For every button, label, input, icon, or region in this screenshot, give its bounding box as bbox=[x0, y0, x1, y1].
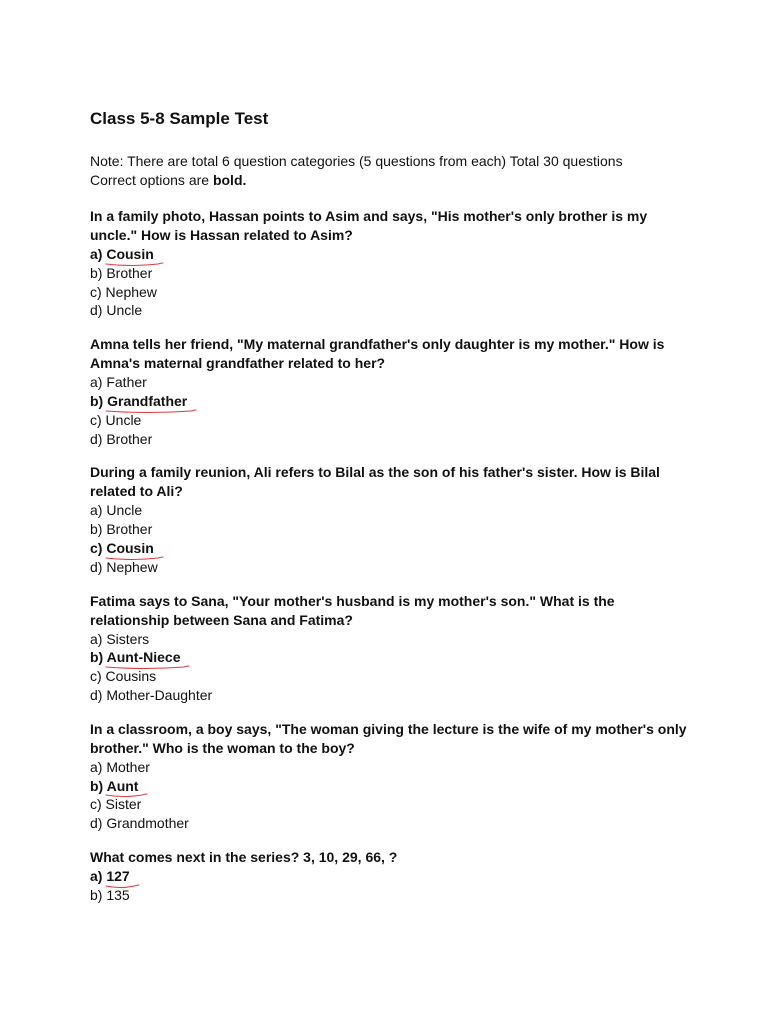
correct-option bbox=[90, 867, 690, 886]
question-text: Fatima says to Sana, "Your mother's husband is my mother's son." What is the relationship between Sana and Fatima? bbox=[90, 592, 615, 628]
answer-option bbox=[90, 667, 690, 686]
option-text: c) Uncle bbox=[90, 411, 142, 428]
correct-option bbox=[90, 539, 690, 558]
document-page bbox=[90, 108, 690, 920]
option-text: a) Cousin bbox=[90, 245, 154, 264]
option-text: d) Uncle bbox=[90, 302, 143, 319]
answer-option bbox=[90, 558, 690, 577]
option-text: d) Grandmother bbox=[90, 815, 189, 832]
correct-option bbox=[90, 777, 690, 796]
option-text: b) Grandfather bbox=[90, 392, 187, 411]
option-text: a) Uncle bbox=[90, 502, 143, 519]
note-line-1: Note: There are total 6 question categories (5 questions from each) Total 30 questions bbox=[90, 153, 623, 169]
question-item bbox=[90, 848, 690, 905]
question-item bbox=[90, 463, 690, 576]
question-text: During a family reunion, Ali refers to Bilal as the son of his father's sister. How is Bilal related to Ali? bbox=[90, 464, 660, 500]
answer-option bbox=[90, 301, 690, 320]
option-text: a) Mother bbox=[90, 758, 150, 775]
answer-option bbox=[90, 758, 690, 777]
option-text: a) Sisters bbox=[90, 630, 150, 647]
answer-option bbox=[90, 411, 690, 430]
note-line-2 bbox=[90, 171, 690, 190]
option-text: d) Mother-Daughter bbox=[90, 686, 213, 703]
correct-option bbox=[90, 648, 690, 667]
option-text: a) 127 bbox=[90, 867, 130, 886]
answer-option bbox=[90, 886, 690, 905]
answer-option bbox=[90, 501, 690, 520]
option-text: d) Brother bbox=[90, 430, 153, 447]
question-text: Amna tells her friend, "My maternal grandfather's only daughter is my mother." How is Amna's maternal grandfather related to her? bbox=[90, 336, 665, 372]
option-text: b) 135 bbox=[90, 886, 130, 903]
question-item bbox=[90, 207, 690, 320]
page-title: Class 5-8 Sample Test bbox=[90, 109, 269, 128]
option-text: b) Brother bbox=[90, 521, 153, 538]
question-item bbox=[90, 720, 690, 833]
option-text: c) Sister bbox=[90, 796, 142, 813]
note-bold-word: bold. bbox=[212, 172, 247, 188]
option-text: c) Nephew bbox=[90, 283, 157, 300]
answer-option bbox=[90, 520, 690, 539]
question-text: In a classroom, a boy says, "The woman giving the lecture is the wife of my mother's only brother." Who is the woman to the boy? bbox=[90, 720, 687, 756]
correct-option bbox=[90, 392, 690, 411]
question-item bbox=[90, 335, 690, 448]
answer-option bbox=[90, 373, 690, 392]
option-text: d) Nephew bbox=[90, 558, 158, 575]
note-block bbox=[90, 152, 690, 190]
note-prefix: Correct options are bbox=[90, 172, 213, 188]
answer-option bbox=[90, 795, 690, 814]
question-text: What comes next in the series? 3, 10, 29, 66, ? bbox=[90, 848, 398, 865]
option-text: a) Father bbox=[90, 374, 147, 391]
answer-option bbox=[90, 283, 690, 302]
option-text: b) Brother bbox=[90, 264, 153, 281]
option-text: b) Aunt-Niece bbox=[90, 648, 180, 667]
option-text: c) Cousins bbox=[90, 668, 157, 685]
answer-option bbox=[90, 264, 690, 283]
question-list bbox=[90, 207, 690, 905]
correct-option bbox=[90, 245, 690, 264]
answer-option bbox=[90, 430, 690, 449]
question-item bbox=[90, 592, 690, 705]
option-text: c) Cousin bbox=[90, 539, 154, 558]
question-text: In a family photo, Hassan points to Asim and says, "His mother's only brother is my uncle." How is Hassan related to Asim? bbox=[90, 208, 648, 243]
answer-option bbox=[90, 686, 690, 705]
answer-option bbox=[90, 630, 690, 649]
option-text: b) Aunt bbox=[90, 777, 138, 796]
answer-option bbox=[90, 814, 690, 833]
